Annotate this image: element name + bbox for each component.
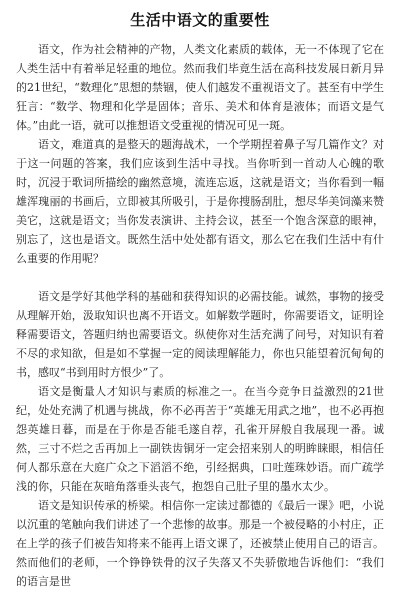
paragraph-spacer — [16, 268, 384, 287]
paragraph-4: 语文是衡量人才知识与素质的标准之一。在当今竞争日益激烈的21世纪，处处充满了机遇与挑战，你不必再苦于“英雄无用武之地”，也不必再抱怨英雄日暮，而是在于你是否能毛遂自荐，孔雀开屏般自我展现一番。诚然，三寸不烂之舌再加上一副铁齿铜牙一定会招来别人的明眸睐眼，相信任何人都乐意在大庭广众之下滔滔不绝，引经据典，口吐莲珠妙语。而广疏学浅的你，只能在灰暗角落垂头丧气，抱怨自己肚子里的墨水太少。 — [16, 385, 384, 493]
paragraph-5: 语文是知识传承的桥梁。相信你一定读过都德的《最后一课》吧，小说以沉重的笔触向我们讲述了一个悲惨的故事。那是一个被侵略的小村庄，正在上学的孩子们被告知将来不能再上语文课了，还被禁止使用自己的语言。然而他们的老师，一个铮铮铁骨的汉子失落又不失骄傲地告诉他们：“我们的语言是世 — [16, 499, 384, 588]
document-title: 生活中语文的重要性 — [130, 11, 270, 29]
paragraph-1: 语文，作为社会精神的产物，人类文化素质的载体，无一不体现了它在人类生活中有着举足轻重的地位。然而我们毕竟生活在高科技发展日新月异的21世纪，“数理化”思想的禁锢，使人们越发不重视语文了。甚至有中学生狂言：“数学、物理和化学是固体；音乐、美术和体育是液体；而语文是气体。”由此一语，就可以推想语文受重视的情况可见一斑。 — [16, 43, 384, 132]
paragraph-2: 语文，难道真的是整天的题海战术，一个学期捏着鼻子写几篇作文？对于这一问题的答案，我们应该到生活中寻找。当你听到一首动人心魄的歌时，沉浸于歌词所描绘的幽然意境，流连忘返，这就是语文；当你看到一幅雄浑瑰丽的书画后，立即被其所吸引，于是你搜肠刮肚，想尽华美饲藻来赞美它，这就是语文；当你发表演讲、主持会议，甚至一个饱含深意的眼神，别忘了，这也是语文。既然生活中处处都有语文，那么它在我们生活中有什么重要的作用呢？ — [16, 138, 384, 265]
paragraph-3: 语文是学好其他学科的基础和获得知识的必需技能。诚然，事物的接受从理解开始，汲取知识也离不开语文。如解数学题时，你需要语文，证明诠释需要语文，答题归纳也需要语文。纵使你对生活充满了问号，对知识有着不尽的求知欲，但是如不掌握一定的阅读理解能力，你也只能望着沉甸甸的书，感叹“书到用时方恨少”了。 — [16, 290, 384, 379]
